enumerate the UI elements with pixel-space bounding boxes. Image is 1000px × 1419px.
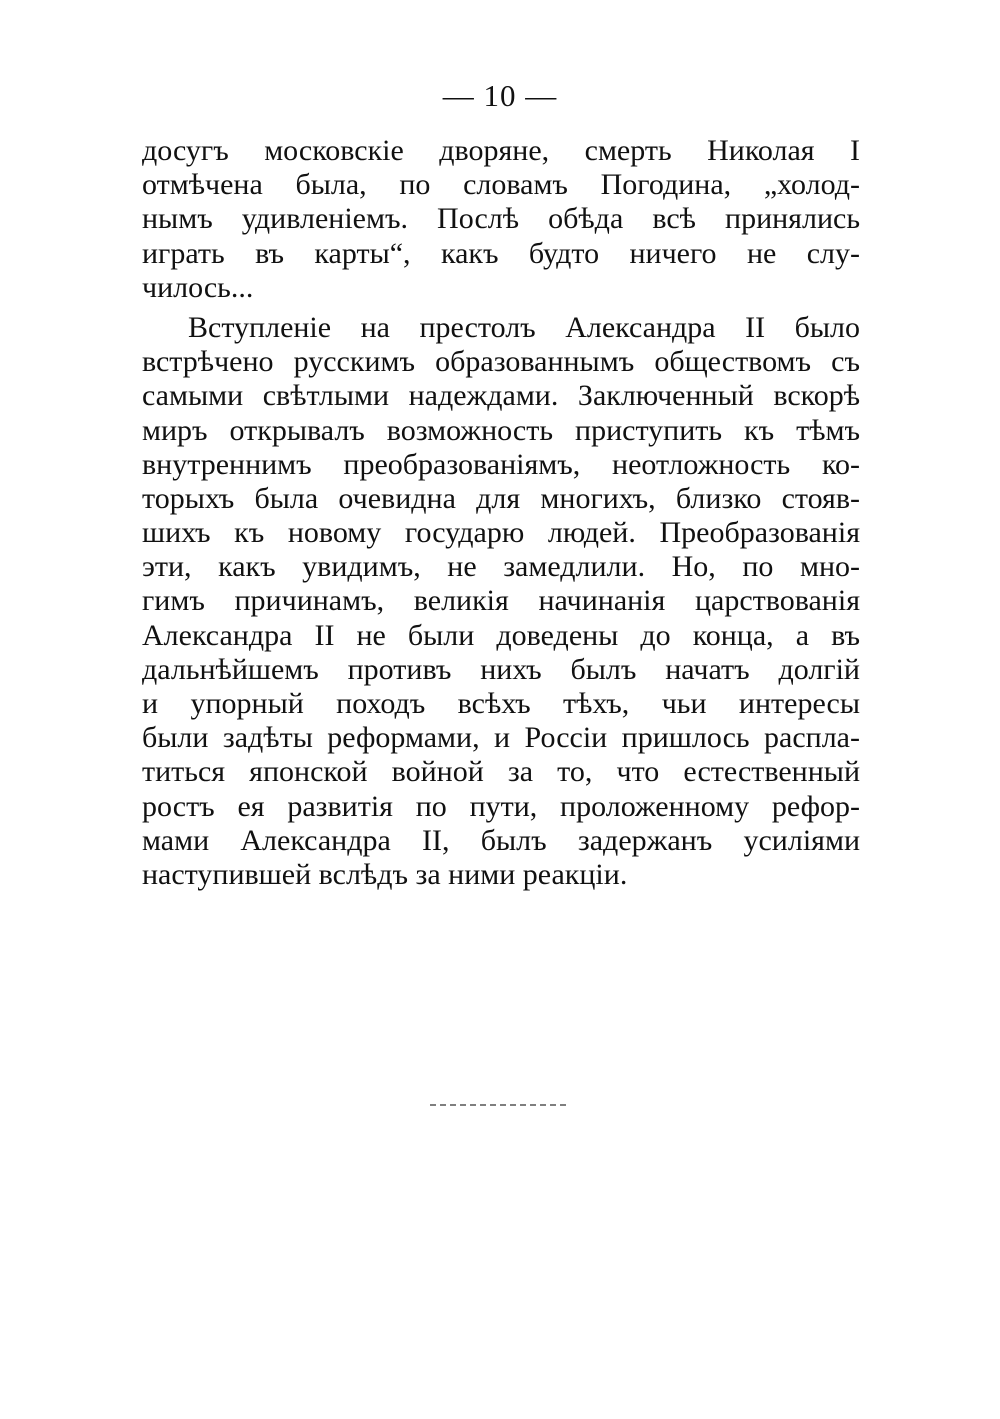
text-line: Александра II не были доведены до конца, а въ	[142, 618, 860, 652]
body-text	[142, 134, 860, 892]
text-line: наступившей вслѣдъ за ними реакціи.	[142, 857, 628, 891]
text-line: торыхъ была очевидна для многихъ, близко стояв-	[142, 481, 860, 515]
text-line: эти, какъ увидимъ, не замедлили. Но, по мно-	[142, 550, 860, 584]
text-line: играть въ карты“, какъ будто ничего не слу-	[142, 236, 860, 270]
text-line: титься японской войной за то, что естественный	[142, 755, 860, 789]
text-line: миръ открывалъ возможность приступить къ тѣмъ	[142, 413, 860, 447]
text-line: чилось...	[142, 270, 254, 304]
text-line: самыми свѣтлыми надеждами. Заключенный вскорѣ	[142, 379, 860, 413]
text-line: ростъ ея развитія по пути, проложенному рефор-	[142, 789, 860, 823]
text-line: встрѣчено русскимъ образованнымъ обществомъ съ	[142, 345, 860, 379]
text-line: дальнѣйшемъ противъ нихъ былъ начатъ долгій	[142, 652, 860, 686]
text-line: шихъ къ новому государю людей. Преобразованія	[142, 516, 860, 550]
page-number: — 10 —	[442, 78, 558, 113]
text-line: досугъ московскіе дворяне, смерть Николая I	[142, 134, 860, 167]
text-line: и упорный походъ всѣхъ тѣхъ, чьи интересы	[142, 687, 860, 720]
text-line: Вступленіе на престолъ Александра II было	[188, 310, 860, 344]
end-divider	[430, 1104, 566, 1106]
text-line: гимъ причинамъ, великія начинанія царствованія	[142, 584, 860, 618]
text-line: мами Александра II, былъ задержанъ усиліями	[142, 823, 860, 857]
text-line: были задѣты реформами, и Россіи пришлось распла-	[142, 721, 860, 755]
paragraph	[142, 311, 860, 892]
text-line: нымъ удивленіемъ. Послѣ обѣда всѣ принялись	[142, 202, 860, 236]
text-line: внутреннимъ преобразованіямъ, неотложность ко-	[142, 447, 860, 481]
paragraph	[142, 134, 860, 305]
text-line: отмѣчена была, по словамъ Погодина, „холод-	[142, 168, 860, 202]
